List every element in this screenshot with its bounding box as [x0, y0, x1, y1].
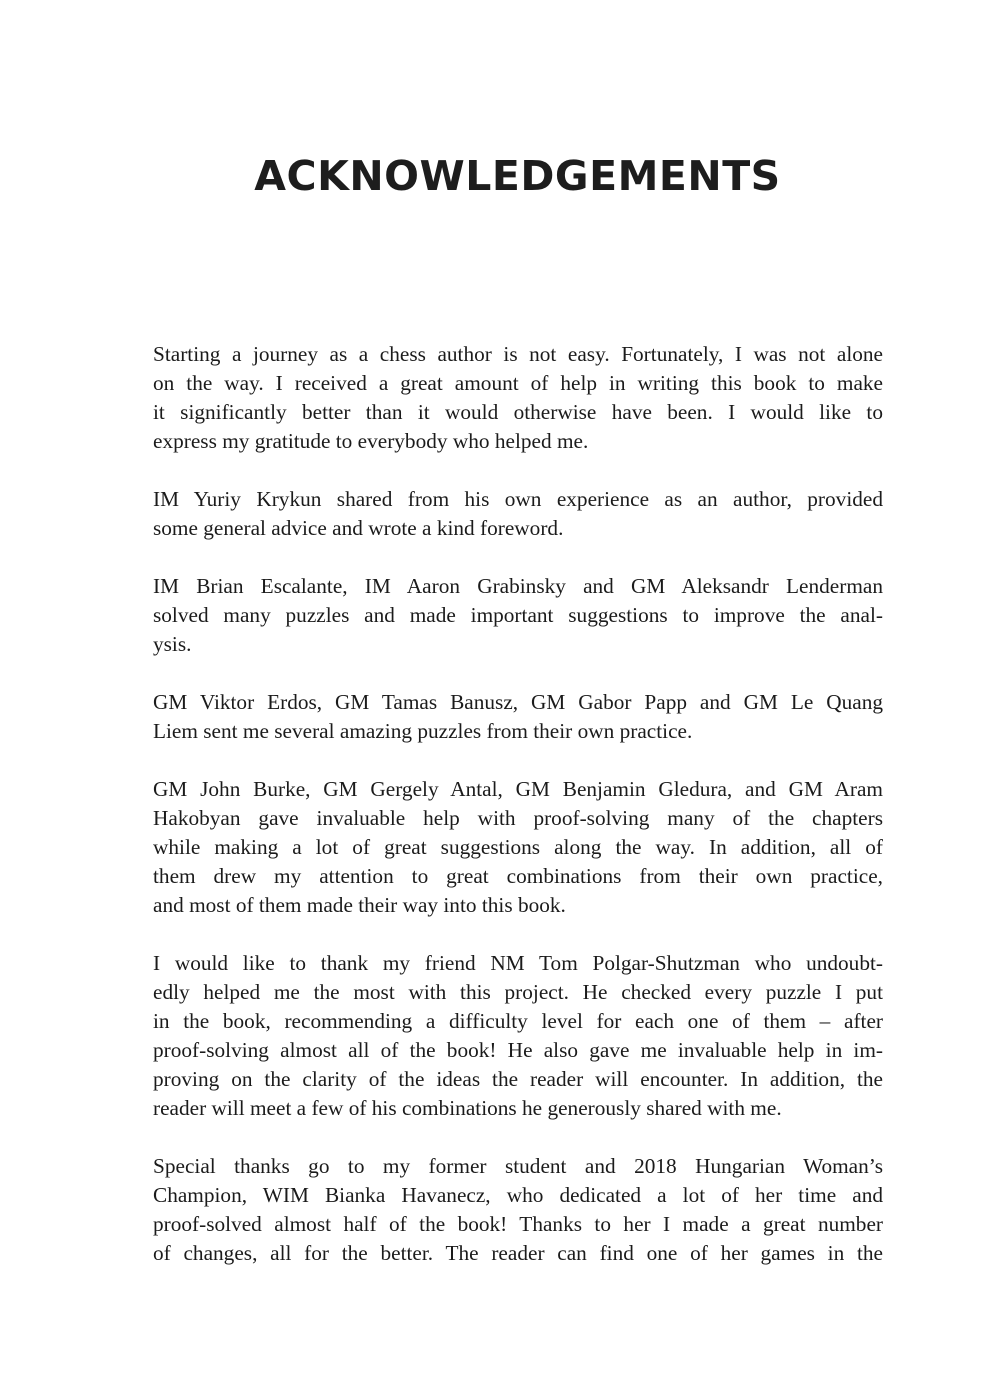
text-line: of changes, all for the better. The reader can find one of her games in the: [153, 1241, 883, 1265]
paragraph-havanecz: [153, 1152, 883, 1268]
text-line: express my gratitude to everybody who helped me.: [153, 429, 589, 453]
text-line: while making a lot of great suggestions along the way. In addition, all of: [153, 835, 883, 859]
text-line: solved many puzzles and made important suggestions to improve the anal-: [153, 603, 883, 627]
paragraph-proof-solvers: [153, 775, 883, 920]
text-line: and most of them made their way into this book.: [153, 893, 566, 917]
text-line: them drew my attention to great combinations from their own practice,: [153, 864, 883, 888]
text-line: GM Viktor Erdos, GM Tamas Banusz, GM Gabor Papp and GM Le Quang: [153, 690, 883, 714]
page-title: ACKNOWLEDGEMENTS: [254, 152, 781, 200]
text-line: Starting a journey as a chess author is not easy. Fortunately, I was not alone: [153, 342, 883, 366]
text-line: ysis.: [153, 632, 192, 656]
text-line: reader will meet a few of his combinations he generously shared with me.: [153, 1096, 782, 1120]
paragraph-krykun: [153, 485, 883, 543]
text-line: IM Yuriy Krykun shared from his own experience as an author, provided: [153, 487, 883, 511]
text-line: proving on the clarity of the ideas the reader will encounter. In addition, the: [153, 1067, 883, 1091]
text-line: Special thanks go to my former student and 2018 Hungarian Woman’s: [153, 1154, 883, 1178]
paragraph-intro: [153, 340, 883, 456]
text-line: IM Brian Escalante, IM Aaron Grabinsky and GM Aleksandr Lenderman: [153, 574, 883, 598]
text-line: Champion, WIM Bianka Havanecz, who dedicated a lot of her time and: [153, 1183, 883, 1207]
text-line: on the way. I received a great amount of help in writing this book to make: [153, 371, 883, 395]
text-line: edly helped me the most with this project. He checked every puzzle I put: [153, 980, 883, 1004]
text-line: proof-solving almost all of the book! He also gave me invaluable help in im-: [153, 1038, 883, 1062]
text-line: it significantly better than it would otherwise have been. I would like to: [153, 400, 883, 424]
paragraph-analysis-helpers: [153, 572, 883, 659]
text-line: I would like to thank my friend NM Tom Polgar-Shutzman who undoubt-: [153, 951, 883, 975]
text-line: some general advice and wrote a kind foreword.: [153, 516, 564, 540]
text-line: in the book, recommending a difficulty level for each one of them – after: [153, 1009, 883, 1033]
text-line: GM John Burke, GM Gergely Antal, GM Benjamin Gledura, and GM Aram: [153, 777, 883, 801]
text-line: Hakobyan gave invaluable help with proof-solving many of the chapters: [153, 806, 883, 830]
paragraph-puzzle-contributors: [153, 688, 883, 746]
text-line: proof-solved almost half of the book! Thanks to her I made a great number: [153, 1212, 883, 1236]
paragraph-polgar-shutzman: [153, 949, 883, 1123]
acknowledgements-body: [153, 340, 883, 1297]
text-line: Liem sent me several amazing puzzles from their own practice.: [153, 719, 693, 743]
